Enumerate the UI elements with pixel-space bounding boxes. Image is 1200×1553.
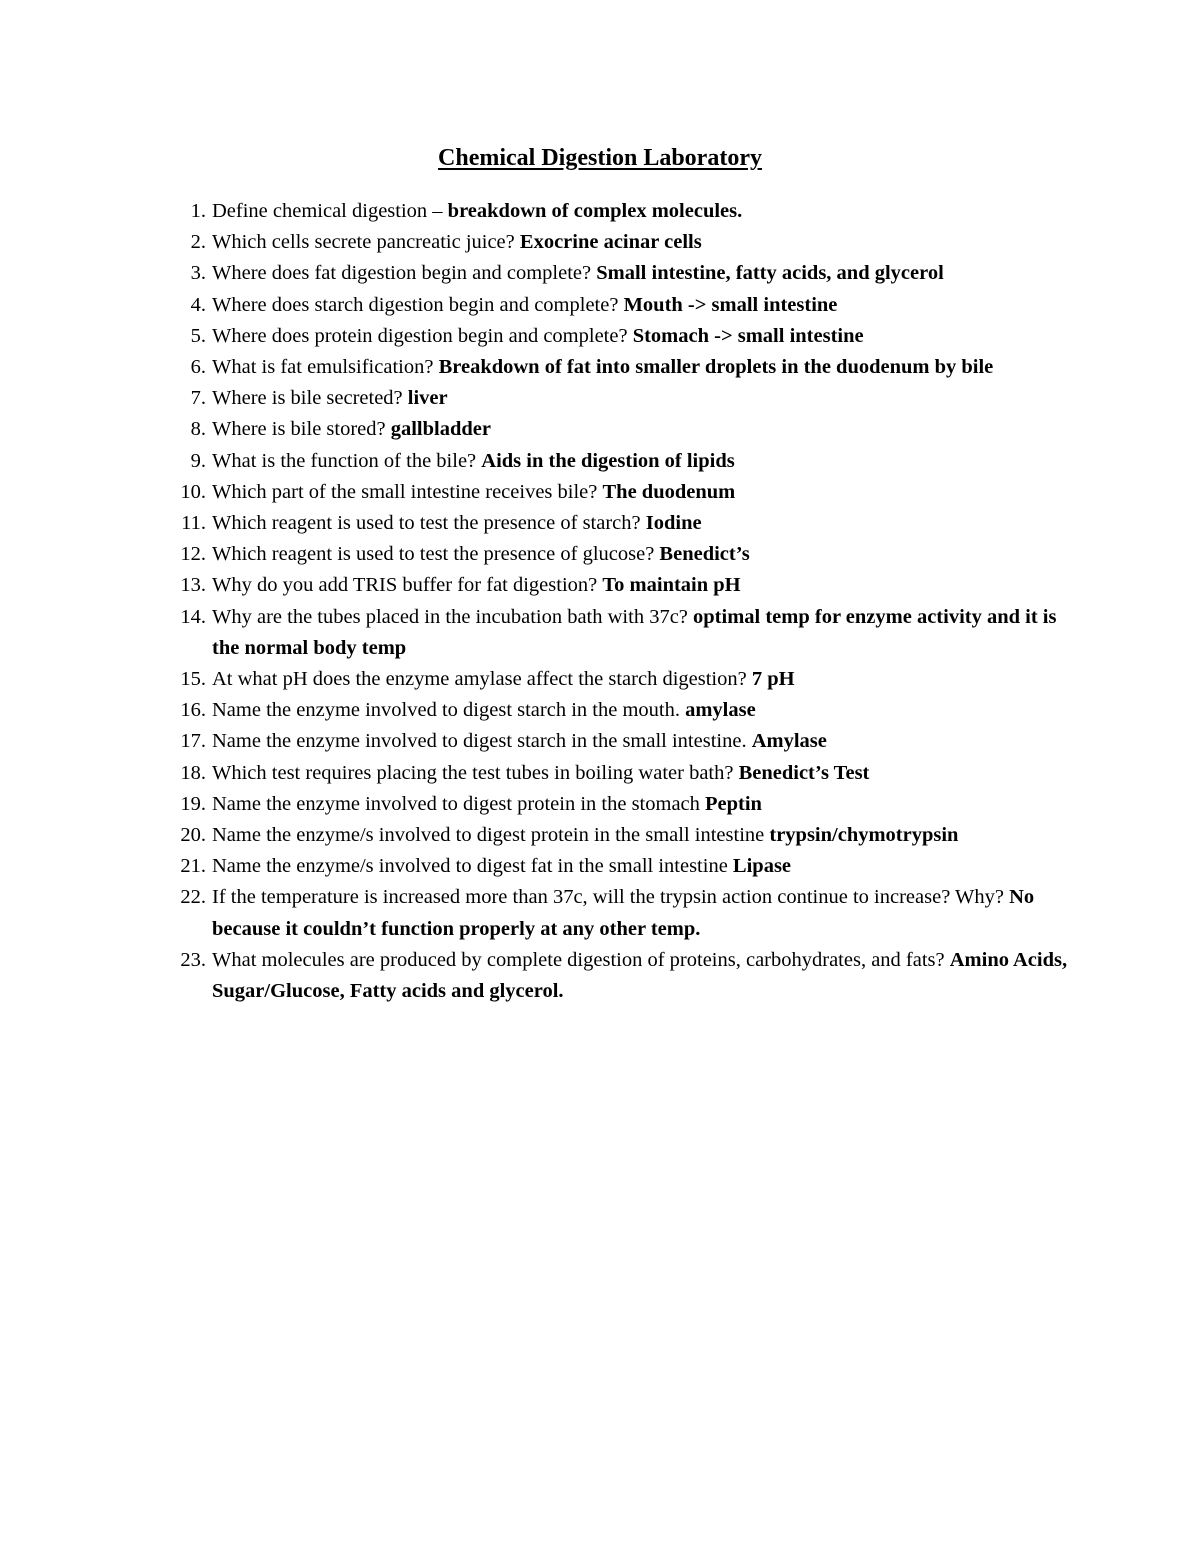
question-text: What is fat emulsification? [212, 356, 439, 379]
question-body [212, 789, 1068, 820]
answer-text: Stomach -> small intestine [632, 324, 864, 347]
question-number: 17. [180, 730, 206, 753]
list-item [168, 321, 1068, 352]
question-number: 13. [180, 574, 206, 597]
answer-text: trypsin/chymotrypsin [769, 824, 959, 847]
list-item [168, 726, 1068, 757]
question-text: Define chemical digestion – [212, 200, 448, 222]
answer-text: Benedict’s [659, 543, 750, 566]
question-text: Where does protein digestion begin and complete? [212, 324, 633, 347]
question-number: 5. [190, 324, 206, 347]
question-number: 7. [190, 387, 206, 410]
list-item [168, 758, 1068, 789]
answer-text: To maintain pH [602, 574, 741, 597]
question-text: Where does fat digestion begin and complete? [212, 262, 597, 285]
question-body [212, 820, 1068, 851]
question-number: 16. [180, 699, 206, 722]
question-text: Which cells secrete pancreatic juice? [212, 231, 520, 254]
answer-text: gallbladder [390, 418, 491, 441]
question-number: 6. [190, 356, 206, 379]
list-item [168, 446, 1068, 477]
answer-text: amylase [685, 699, 756, 722]
answer-text: liver [407, 387, 448, 410]
list-item [168, 539, 1068, 570]
answer-text: optimal temp for enzyme activity and it is the normal body temp [212, 605, 1057, 659]
answer-text: No because it couldn’t function properly at any other temp. [212, 886, 1035, 940]
question-body [212, 477, 1068, 508]
answer-text: 7 pH [751, 668, 795, 691]
question-text: What molecules are produced by complete digestion of proteins, carbohydrates, and fats? [212, 948, 950, 971]
question-text: Name the enzyme involved to digest starch in the small intestine. [212, 730, 752, 753]
question-number: 2. [190, 231, 206, 254]
question-text: Why are the tubes placed in the incubation bath with 37c? [212, 605, 694, 628]
question-number: 18. [180, 761, 206, 784]
question-text: Which reagent is used to test the presence of starch? [212, 512, 646, 535]
question-number: 22. [180, 886, 206, 909]
answer-text: Lipase [732, 855, 792, 878]
question-body [212, 290, 1068, 321]
question-body [212, 383, 1068, 414]
question-body [212, 758, 1068, 789]
answer-text: Amino Acids, Sugar/Glucose, Fatty acids and glycerol. [212, 948, 1068, 1003]
list-item [168, 227, 1068, 258]
question-body [212, 414, 1068, 445]
page-title: Chemical Digestion Laboratory [438, 145, 762, 171]
question-list [168, 196, 1068, 1007]
answer-text: Aids in the digestion of lipids [481, 449, 735, 472]
question-number: 14. [180, 605, 206, 628]
list-item [168, 882, 1068, 944]
question-text: What is the function of the bile? [212, 449, 482, 472]
question-number: 4. [190, 293, 206, 316]
question-body [212, 851, 1068, 882]
question-text: Name the enzyme/s involved to digest protein in the small intestine [212, 824, 770, 847]
question-number: 12. [180, 543, 206, 566]
question-text: Where is bile secreted? [212, 387, 408, 410]
answer-text: Amylase [751, 730, 827, 753]
question-body [212, 726, 1068, 757]
question-number: 23. [180, 948, 206, 971]
list-item [168, 695, 1068, 726]
answer-text: Breakdown of fat into smaller droplets in the duodenum by bile [438, 356, 994, 379]
question-number: 21. [180, 855, 206, 878]
list-item [168, 290, 1068, 321]
list-item [168, 196, 1068, 227]
question-body [212, 258, 1068, 289]
question-text: At what pH does the enzyme amylase affect the starch digestion? [212, 668, 752, 691]
question-number: 9. [190, 449, 206, 472]
list-item [168, 414, 1068, 445]
question-text: Which test requires placing the test tubes in boiling water bath? [212, 761, 739, 784]
list-item [168, 352, 1068, 383]
question-number: 1. [190, 200, 206, 222]
question-text: Name the enzyme/s involved to digest fat in the small intestine [212, 855, 733, 878]
question-body [212, 882, 1068, 944]
answer-text: The duodenum [602, 480, 736, 503]
question-text: Where does starch digestion begin and complete? [212, 293, 624, 316]
question-body [212, 945, 1068, 1007]
question-text: Name the enzyme involved to digest starch in the mouth. [212, 699, 686, 722]
answer-text: breakdown of complex molecules. [447, 200, 743, 222]
question-body [212, 196, 1068, 227]
question-number: 8. [190, 418, 206, 441]
question-body [212, 664, 1068, 695]
list-item [168, 258, 1068, 289]
question-number: 20. [180, 824, 206, 847]
question-body [212, 695, 1068, 726]
answer-text: Mouth -> small intestine [623, 293, 838, 316]
list-item [168, 477, 1068, 508]
list-item [168, 383, 1068, 414]
list-item [168, 570, 1068, 601]
question-body [212, 321, 1068, 352]
question-text: Which reagent is used to test the presence of glucose? [212, 543, 660, 566]
question-body [212, 446, 1068, 477]
question-number: 10. [180, 480, 206, 503]
question-body [212, 570, 1068, 601]
answer-text: Peptin [705, 792, 762, 815]
question-body [212, 352, 1068, 383]
list-item [168, 664, 1068, 695]
list-item [168, 945, 1068, 1007]
question-text: If the temperature is increased more than 37c, will the trypsin action continue to increase? Why? [212, 886, 1010, 909]
question-number: 19. [180, 792, 206, 815]
question-text: Which part of the small intestine receives bile? [212, 480, 603, 503]
list-item [168, 508, 1068, 539]
question-number: 15. [180, 668, 206, 691]
question-text: Name the enzyme involved to digest protein in the stomach [212, 792, 706, 815]
list-item [168, 851, 1068, 882]
list-item [168, 820, 1068, 851]
question-body [212, 227, 1068, 258]
answer-text: Iodine [645, 512, 702, 535]
answer-text: Exocrine acinar cells [519, 231, 702, 254]
question-body [212, 508, 1068, 539]
question-body [212, 539, 1068, 570]
question-text: Where is bile stored? [212, 418, 391, 441]
question-text: Why do you add TRIS buffer for fat digestion? [212, 574, 603, 597]
list-item [168, 789, 1068, 820]
answer-text: Small intestine, fatty acids, and glycerol [596, 262, 944, 285]
question-body [212, 602, 1068, 664]
question-number: 11. [181, 512, 206, 535]
question-number: 3. [190, 262, 206, 285]
list-item [168, 602, 1068, 664]
answer-text: Benedict’s Test [738, 761, 870, 784]
